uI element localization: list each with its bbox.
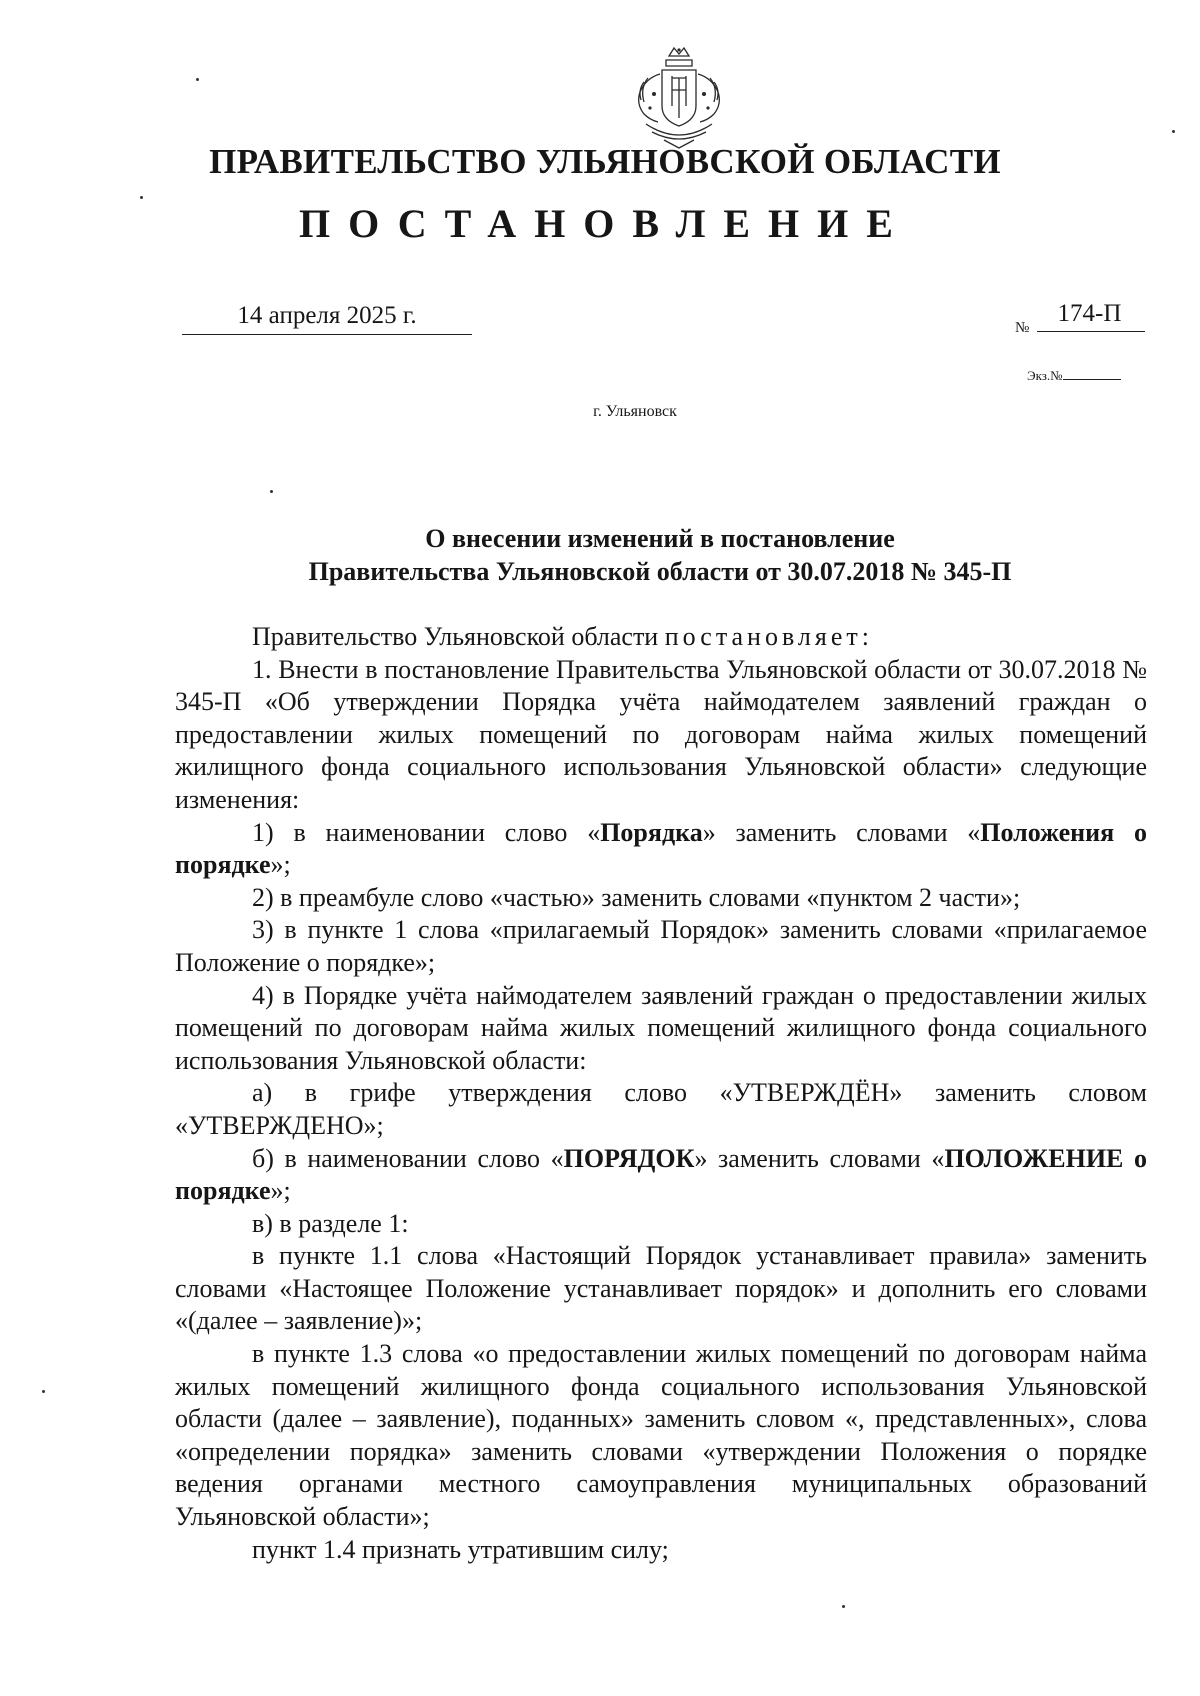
date-field <box>182 302 472 335</box>
government-title: ПРАВИТЕЛЬСТВО УЛЬЯНОВСКОЙ ОБЛАСТИ <box>209 142 1001 181</box>
scan-speck <box>42 1390 45 1393</box>
body-paragraph-3: 2) в преамбуле слово «частью» заменить словами «пунктом 2 части»; <box>252 882 1021 912</box>
city-name: г. Ульяновск <box>593 403 677 420</box>
body-intro: Правительство Ульяновской области постановляет: <box>252 622 873 651</box>
body-paragraph-11: пункт 1.4 признать утратившим силу; <box>252 1534 669 1564</box>
body-paragraph-5: 4) в Порядке учёта наймодателем заявлений граждан о предоставлении жилых помещений по договорам найма жилых помещений жилищного фонда социального использования Ульяновской области: <box>175 980 1147 1075</box>
body-paragraph-10: в пункте 1.3 слова «о предоставлении жилых помещений по договорам найма жилых помещений жилищного фонда социального использования Ульяновской области (далее – заявление), поданных» заменить словом «, представленных», слова «определении порядка» заменить словами «утверждении Положения о порядке ведения органами местного самоуправления муниципальных образований Ульяновской области»; <box>175 1339 1147 1532</box>
subject-line-2: Правительства Ульяновской области от 30.07.2018 № 345-П <box>308 557 1012 586</box>
document-body <box>175 621 1147 1566</box>
copy-number-label: Экз.№ <box>1027 368 1063 383</box>
number-underline <box>1037 331 1145 332</box>
number-sign: № <box>1015 320 1030 336</box>
body-paragraph-2: 1) в наименовании слово «Порядка» заменить словами «Положения о порядке»; <box>175 817 1147 880</box>
scan-speck <box>140 196 143 199</box>
document-type-title: ПОСТАНОВЛЕНИЕ <box>299 201 911 246</box>
scan-speck <box>270 490 273 493</box>
body-paragraph-6: а) в грифе утверждения слово «УТВЕРЖДЁН» заменить словом «УТВЕРЖДЕНО»; <box>175 1078 1147 1140</box>
body-paragraph-9: в пункте 1.1 слова «Настоящий Порядок устанавливает правила» заменить словами «Настоящее Положение устанавливает порядок» и дополнить его словами «(далее – заявление)»; <box>175 1241 1147 1336</box>
body-paragraph-8: в) в разделе 1: <box>252 1208 409 1238</box>
copy-number-field <box>1027 368 1121 384</box>
document-date: 14 апреля 2025 г. <box>237 302 417 329</box>
copy-number-underline <box>1063 379 1121 380</box>
coat-of-arms-emblem <box>624 42 734 154</box>
scan-speck <box>842 1605 845 1608</box>
scan-speck <box>196 78 199 81</box>
scan-speck <box>1172 130 1175 133</box>
body-paragraph-7: б) в наименовании слово «ПОРЯДОК» заменить словами «ПОЛОЖЕНИЕ о порядке»; <box>175 1143 1147 1206</box>
document-number: 174-П <box>1057 300 1122 327</box>
body-paragraph-4: 3) в пункте 1 слова «прилагаемый Порядок» заменить словами «прилагаемое Положение о порядке»; <box>175 915 1147 977</box>
subject-line-1: О внесении изменений в постановление <box>425 524 895 553</box>
body-paragraph-1: 1. Внести в постановление Правительства Ульяновской области от 30.07.2018 № 345-П «Об утверждении Порядка учёта наймодателем заявлений граждан о предоставлении жилых помещений по договорам найма жилых помещений жилищного фонда социального использования Ульяновской области» следующие изменения: <box>175 654 1147 814</box>
date-underline <box>182 334 472 335</box>
number-field <box>1015 300 1150 336</box>
document-subject <box>175 522 1145 588</box>
